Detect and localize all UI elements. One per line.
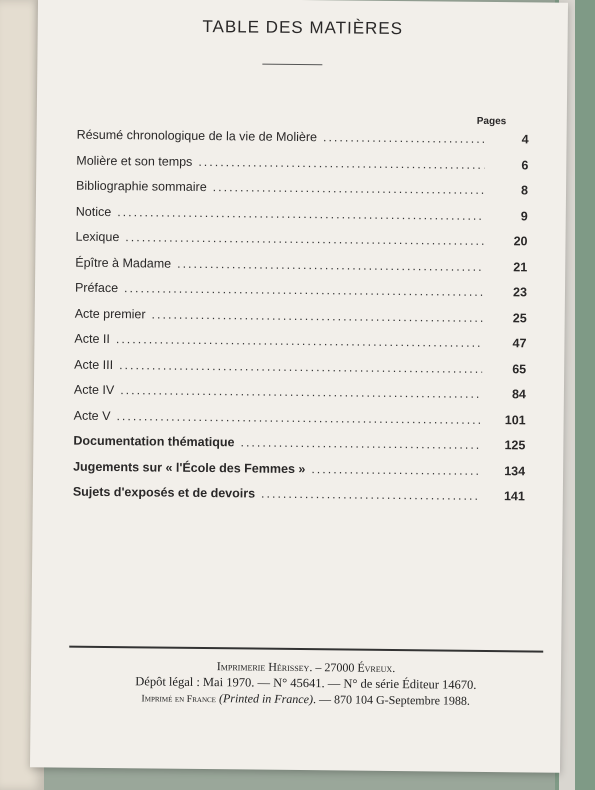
toc-entry-page: 8 bbox=[521, 183, 529, 198]
toc-entry-title: Acte premier bbox=[74, 306, 146, 321]
legal-deposit-line: Dépôt légal : Mai 1970. — N° 45641. — N° de série Éditeur 14670. bbox=[135, 674, 477, 692]
toc-entry-title: Préface bbox=[74, 280, 119, 296]
printed-in-france-label: Imprimé en France bbox=[141, 693, 217, 706]
toc-entry-page: 23 bbox=[513, 285, 528, 300]
toc-leader-dots bbox=[311, 462, 481, 478]
toc-entry-page: 25 bbox=[512, 310, 527, 325]
footer-divider bbox=[69, 646, 543, 652]
toc-leader-dots bbox=[119, 358, 482, 376]
toc-entry-page: 101 bbox=[504, 412, 526, 427]
toc-entry-title: Notice bbox=[75, 204, 112, 219]
toc-entry-title: Bibliographie sommaire bbox=[76, 178, 207, 195]
book-page bbox=[30, 0, 568, 773]
toc-entry-page: 6 bbox=[521, 157, 529, 172]
toc-leader-dots bbox=[152, 307, 483, 324]
toc-entry bbox=[73, 485, 525, 515]
toc-leader-dots bbox=[116, 332, 483, 350]
print-run-info: . — 870 104 G-Septembre 1988. bbox=[312, 692, 471, 708]
toc-entry-page: 125 bbox=[504, 438, 526, 453]
toc-entry-title: Résumé chronologique de la vie de Molière bbox=[76, 127, 318, 145]
toc-entry-title: Acte V bbox=[73, 408, 111, 423]
toc-entry-title: Lexique bbox=[75, 229, 120, 245]
toc-entry-title: Acte IV bbox=[73, 382, 115, 398]
toc-leader-dots bbox=[323, 130, 485, 146]
toc-leader-dots bbox=[120, 383, 482, 401]
toc-entry-title: Acte II bbox=[74, 331, 110, 347]
printer-colophon bbox=[69, 658, 543, 710]
toc-entry-page: 21 bbox=[513, 259, 528, 274]
toc-leader-dots bbox=[240, 435, 481, 452]
printer-line: Imprimerie Hérissey. – 27000 Évreux. bbox=[216, 659, 396, 676]
toc-leader-dots bbox=[261, 487, 481, 503]
toc-leader-dots bbox=[213, 180, 485, 197]
toc-leader-dots bbox=[177, 256, 483, 273]
toc-entry-page: 84 bbox=[511, 387, 526, 402]
toc-entry-title: Épître à Madame bbox=[75, 255, 172, 271]
toc-entry-page: 141 bbox=[503, 489, 525, 504]
toc-entry-title: Documentation thématique bbox=[73, 433, 235, 450]
table-of-contents bbox=[73, 128, 529, 515]
toc-entry-page: 4 bbox=[521, 132, 529, 147]
printed-in-france-translation: (Printed in France) bbox=[218, 691, 314, 707]
toc-entry-page: 9 bbox=[520, 208, 528, 223]
toc-entry-title: Molière et son temps bbox=[76, 153, 193, 169]
toc-entry-page: 65 bbox=[512, 361, 527, 376]
toc-entry-title: Sujets d'exposés et de devoirs bbox=[72, 484, 256, 501]
toc-entry-page: 134 bbox=[504, 463, 526, 478]
toc-leader-dots bbox=[124, 281, 483, 299]
toc-leader-dots bbox=[125, 230, 483, 248]
toc-entry-page: 47 bbox=[512, 336, 527, 351]
toc-leader-dots bbox=[117, 205, 484, 223]
page-title: TABLE DES MATIÈRES bbox=[202, 16, 404, 39]
toc-entry-title: Acte III bbox=[74, 357, 114, 372]
toc-leader-dots bbox=[198, 154, 484, 171]
toc-leader-dots bbox=[116, 409, 481, 427]
toc-entry-page: 20 bbox=[513, 234, 528, 249]
toc-entry-title: Jugements sur « l'École des Femmes » bbox=[73, 459, 306, 476]
title-divider bbox=[262, 64, 322, 66]
pages-column-header: Pages bbox=[476, 115, 507, 128]
